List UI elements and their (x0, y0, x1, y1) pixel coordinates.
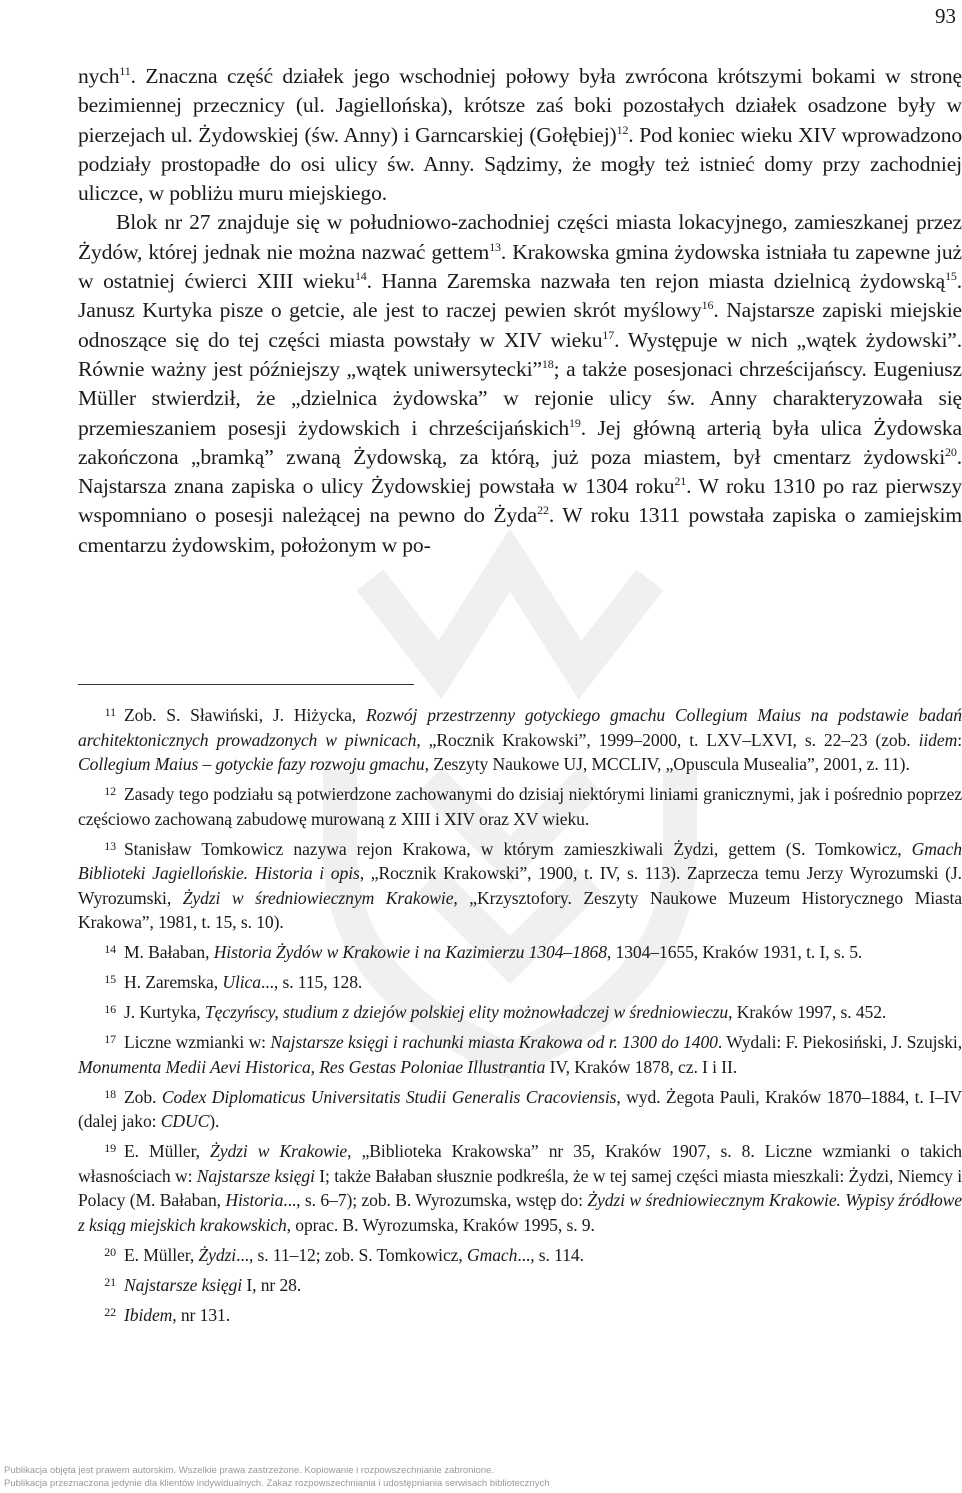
text-run: . Występuje w nich „wątek żydowski”. Równie ważny jest późniejszy „wątek uniwersytecki” (78, 327, 962, 381)
footnote-ref: 19 (569, 415, 581, 430)
text-run: . Najstarsze zapiski miejskie odnoszące się do tej części miasta powstały w XIV wieku (78, 298, 962, 352)
text-run: . Janusz Kurtyka pisze o getcie, ale jest to raczej pewien skrót myślowy (78, 269, 962, 323)
text-run: . Najstarsza znana zapiska o ulicy Żydowskiej powstała w 1304 roku (78, 444, 962, 499)
italic-title: Historia Żydów w Krakowie i na Kazimierzu 1304–1868 (213, 942, 607, 962)
text-run: , oprac. B. Wyrozumska, Kraków 1995, s. 9. (286, 1214, 595, 1235)
footnote-number: 19 (104, 1141, 116, 1155)
text-run: H. Zaremska, (124, 972, 223, 992)
footnote-number: 17 (104, 1032, 116, 1046)
italic-title: Monumenta Medii Aevi Historica, Res Gestas Poloniae Illustrantia (78, 1056, 546, 1077)
italic-title: Ibidem (124, 1304, 173, 1325)
italic-title: Żydzi w średniowiecznym Krakowie. Wypisy źródłowe z ksiąg miejskich krakowskich (78, 1190, 962, 1235)
text-run: M. Bałaban, (124, 942, 214, 962)
text-run: . Krakowska gmina żydowska istniała tu zapewne już w ostatniej ćwierci XIII wieku (78, 239, 962, 294)
text-run: Zob. (124, 1086, 162, 1107)
text-run: E. Müller, (124, 1244, 199, 1265)
footnote-number: 14 (104, 942, 116, 956)
footnotes (78, 700, 962, 1330)
footnote-19 (78, 1136, 962, 1237)
text-run: ..., s. 11–12; zob. S. Tomkowicz, (236, 1244, 467, 1265)
italic-title: Żydzi w średniowiecznym Krakowie (182, 887, 454, 908)
text-run: , Zeszyty Naukowe UJ, MCCLIV, „Opuscula Musealia”, 2001, z. 11). (424, 754, 910, 774)
text-run: , „Rocznik Krakowski”, 1999–2000, t. LXV–LXVI, s. 22–23 (zob. (416, 729, 919, 750)
text-run: , „Biblioteka Krakowska” nr 35, Kraków 1907, s. 8. Liczne wzmianki o takich własnościach w: (78, 1141, 962, 1186)
text-run: ..., s. 115, 128. (260, 972, 363, 992)
footnote-ref: 16 (701, 298, 714, 313)
footer-line-2: Publikacja przeznaczona jedynie dla klientów indywidualnych. Zakaz rozpowszechniania i udostępniania serwisach bibliotecznych (4, 1478, 550, 1489)
text-run: , „Krzysztofory. Zeszyty Naukowe Muzeum Historycznego Miasta Krakowa”, 1981, t. 15, s. 10). (78, 887, 962, 932)
text-run: . Hanna Zaremska nazwała ten rejon miasta dzielnicą żydowską (366, 269, 946, 294)
text-run: . W roku 1310 po raz pierwszy wspomniano o posesji należącej na pewno do Żyda (78, 474, 962, 528)
footnote-ref: 17 (602, 327, 615, 342)
main-text (78, 62, 962, 560)
italic-title: Żydzi w Krakowie (210, 1141, 348, 1161)
italic-title: Najstarsze księgi i rachunki miasta Krakowa od r. 1300 do 1400 (270, 1032, 718, 1052)
text-run: , 1304–1655, Kraków 1931, t. I, s. 5. (606, 942, 863, 962)
text-run: Zasady tego podziału są potwierdzone zachowanymi do dzisiaj niektórymi liniami granicznymi, jak i pośrednio poprzez częściowo zachowaną zabudowę murowaną z XIII i XIV oraz XV wieku. (78, 784, 962, 829)
italic-title: Tęczyńscy, studium z dziejów polskiej elity możnowładczej w średniowieczu (204, 1002, 729, 1022)
text-run: ; a także posesjonaci chrześcijańscy. Eugeniusz Müller stwierdził, że „dzielnica żydowska” w rejonie ulicy św. Anny charakteryzowała się przemieszaniem posesji żydowskich i chrześcijańskich (78, 356, 962, 440)
footnote-22 (78, 1300, 962, 1328)
footnote-number: 12 (104, 784, 116, 798)
italic-title: Najstarsze księgi (196, 1165, 315, 1186)
text-run: , „Rocznik Krakowski”, 1900, t. IV, s. 113). Zaprzecza temu Jerzy Wyrozumski (J. Wyrozumski, (78, 863, 962, 908)
footnote-number: 15 (104, 972, 116, 986)
text-run: ..., s. 6–7); zob. B. Wyrozumska, wstęp do: (283, 1190, 588, 1210)
italic-title: Żydzi (198, 1244, 237, 1265)
italic-title: Collegium Maius – gotyckie fazy rozwoju gmachu (78, 754, 425, 774)
text-run: . Znaczna część działek jego wschodniej połowy była zwrócona krótszymi bokami w stronę bezimiennej przecznicy (ul. Jagiellońska), krótsze zaś boki pozostałych działek osadzone były w pierzejach ul. Żydowskiej (św. Anny) i Garncarskiej (Gołębiej) (78, 64, 962, 147)
italic-title: Gmach (466, 1244, 518, 1265)
footer-line-1: Publikacja objęta jest prawem autorskim. Wszelkie prawa zastrzeżone. Kopiowanie i rozpowszechnianie zabronione. (4, 1465, 495, 1476)
text-run: IV, Kraków 1878, cz. I i II. (545, 1056, 738, 1077)
footnote-16 (78, 997, 962, 1025)
copyright-footer (4, 1464, 550, 1490)
italic-title: Gmach Biblioteki Jagiellońskie. Historia i opis (78, 838, 962, 883)
text-run: I, nr 28. (242, 1274, 302, 1295)
text-run: nych (78, 64, 120, 88)
text-run: . W roku 1311 powstała zapiska o zamiejskim cmentarzu żydowskim, położonym w po- (78, 503, 962, 557)
footnote-ref: 14 (354, 269, 367, 284)
italic-title: Codex Diplomaticus Universitatis Studii Generalis Cracoviensis (161, 1086, 617, 1107)
text-run: , nr 131. (172, 1304, 231, 1325)
page-number: 93 (935, 4, 956, 28)
paragraph-1 (78, 62, 962, 208)
text-run: Liczne wzmianki w: (124, 1032, 271, 1052)
text-run: Zob. S. Sławiński, J. Hiżycka, (124, 705, 367, 725)
footnote-number: 11 (104, 705, 116, 719)
italic-title: Ulica (222, 972, 261, 992)
italic-title: CDUC (160, 1111, 210, 1131)
text-run: . Pod koniec wieku XIV wprowadzono podziały prostopadłe do osi ulicy św. Anny. Sądzimy, że mogły też istnieć domy przy zachodniej uliczce, w pobliżu muru miejskiego. (78, 122, 962, 206)
footnote-number: 13 (104, 838, 116, 853)
text-run: E. Müller, (124, 1141, 211, 1161)
footnote-separator (78, 684, 414, 685)
footnote-ref: 11 (119, 64, 131, 78)
footnote-18 (78, 1082, 962, 1134)
text-run: Stanisław Tomkowicz nazywa rejon Krakowa, w którym zamieszkiwali Żydzi, gettem (S. Tomkowicz, (124, 838, 912, 859)
text-run: I; także Bałaban słusznie podkreśla, że w tej samej części miasta mieszkali: Żydzi, Niemcy i Polacy (M. Bałaban, (78, 1165, 962, 1210)
text-run: , wyd. Żegota Pauli, Kraków 1870–1884, t. I–IV (dalej jako: (78, 1086, 962, 1131)
footnote-11 (78, 700, 962, 777)
footnote-15 (78, 967, 962, 995)
footnote-ref: 21 (674, 474, 687, 489)
italic-title: Historia (225, 1190, 284, 1210)
italic-title: Rozwój przestrzenny gotyckiego gmachu Collegium Maius na podstawie badań architektonicznych prowadzonych w piwnicach (78, 705, 962, 750)
footnote-ref: 15 (945, 269, 957, 284)
footnote-ref: 20 (945, 444, 957, 459)
text-run: . Jej główną arterią była ulica Żydowska zakończona „bramką” zwaną Żydowską, za którą, już poza miastem, był cmentarz żydowski (78, 415, 962, 469)
text-run: ..., s. 114. (517, 1244, 584, 1265)
footnote-number: 16 (104, 1002, 116, 1016)
footnote-ref: 13 (489, 239, 501, 254)
footnote-ref: 18 (541, 356, 554, 371)
footnote-number: 18 (104, 1086, 116, 1101)
footnote-17 (78, 1027, 962, 1079)
footnote-number: 22 (104, 1304, 116, 1319)
text-run: ). (209, 1111, 220, 1131)
footnote-21 (78, 1270, 962, 1298)
text-run: Blok nr 27 znajduje się w południowo-zachodniej części miasta lokacyjnego, zamieszkanej przez Żydów, której jednak nie można nazwać gettem (78, 210, 962, 264)
footnote-12 (78, 779, 962, 831)
footnote-14 (78, 937, 962, 965)
footnote-number: 21 (104, 1274, 116, 1289)
footnote-13 (78, 834, 962, 935)
footnote-ref: 12 (616, 122, 629, 137)
text-run: . Wydali: F. Piekosiński, J. Szujski, (717, 1032, 962, 1052)
footnote-ref: 22 (537, 503, 549, 518)
text-run: : (957, 729, 962, 750)
text-run: J. Kurtyka, (124, 1002, 205, 1022)
paragraph-2 (78, 208, 962, 560)
footnote-number: 20 (104, 1244, 116, 1259)
text-run: , Kraków 1997, s. 452. (728, 1002, 887, 1022)
italic-title: iidem (918, 729, 958, 750)
italic-title: Najstarsze księgi (124, 1274, 243, 1295)
footnote-20 (78, 1240, 962, 1268)
